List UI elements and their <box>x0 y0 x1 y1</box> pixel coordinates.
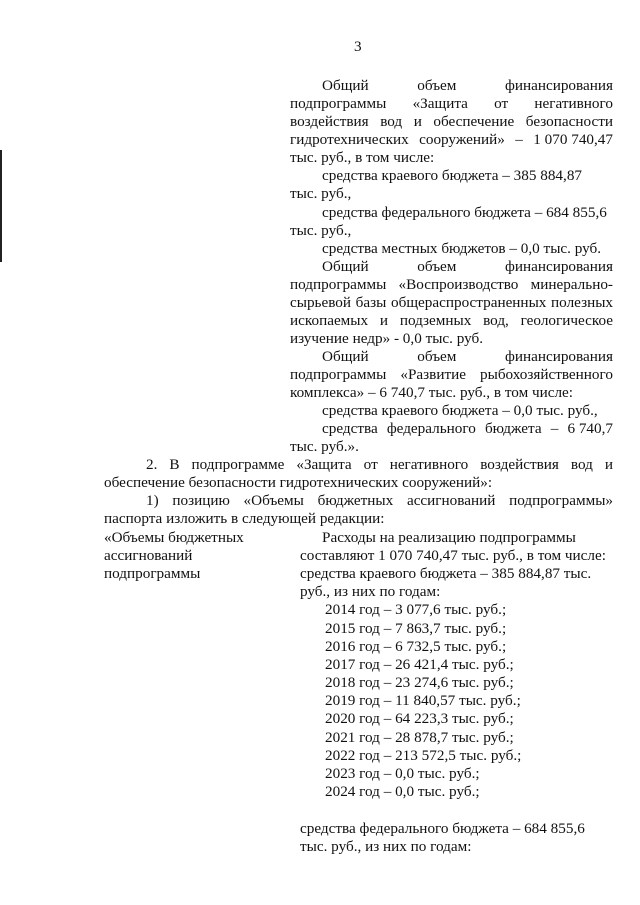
word: ассигнований <box>406 492 496 509</box>
table-right-line: Расходы на реализацию подпрограммы <box>322 529 576 546</box>
word: «Воспроизводство <box>398 276 519 293</box>
word: 2. <box>146 456 158 473</box>
word: негативного <box>389 456 469 473</box>
rc-line <box>290 95 613 113</box>
rc-line: изучение недр» - 0,0 тыс. руб. <box>290 330 484 347</box>
scan-edge-mark <box>0 150 2 262</box>
year-line: 2018 год – 23 274,6 тыс. руб.; <box>325 674 514 691</box>
word: от <box>494 95 509 112</box>
word: «Объемы <box>243 492 304 509</box>
rc-line: комплекса» – 6 740,7 тыс. руб., в том числе: <box>290 384 574 401</box>
word: подземных <box>399 312 472 329</box>
rc-line <box>322 348 613 366</box>
word: сырьевой <box>290 294 351 311</box>
year-line: 2016 год – 6 732,5 тыс. руб.; <box>325 638 507 655</box>
rc-line <box>290 294 613 312</box>
word: подпрограмме <box>191 456 285 473</box>
word: Общий <box>322 77 369 94</box>
year-line: 2019 год – 11 840,57 тыс. руб.; <box>325 692 521 709</box>
word: подпрограммы <box>290 95 387 112</box>
rc-line: тыс. руб., <box>290 185 352 202</box>
section2-line <box>146 492 613 510</box>
rc-line: средства местных бюджетов – 0,0 тыс. руб. <box>322 240 602 257</box>
table-right-line: средства федерального бюджета – 684 855,6 <box>300 820 585 837</box>
word: Общий <box>322 258 369 275</box>
word: «Развитие <box>400 366 466 383</box>
word: гидротехнических <box>290 131 409 148</box>
word: подпрограммы <box>290 366 387 383</box>
word: финансирования <box>505 77 613 94</box>
word: бюджета <box>484 420 542 437</box>
word: и <box>604 456 613 473</box>
rc-line <box>290 113 613 131</box>
rc-line <box>322 77 613 95</box>
year-line: 2022 год – 213 572,5 тыс. руб.; <box>325 747 522 764</box>
word: от <box>363 456 378 473</box>
word: подпрограммы <box>290 276 387 293</box>
rc-line <box>290 366 613 384</box>
word: объем <box>417 258 457 275</box>
table-right-line: руб., из них по годам: <box>300 583 441 600</box>
table-left-cell: ассигнований <box>104 547 193 564</box>
rc-line <box>290 312 613 330</box>
rc-line <box>322 258 613 276</box>
rc-line <box>290 276 613 294</box>
word: базы <box>355 294 387 311</box>
section2-line <box>146 456 613 474</box>
table-right-line: составляют 1 070 740,47 тыс. руб., в том числе: <box>300 547 606 564</box>
year-line: 2015 год – 7 863,7 тыс. руб.; <box>325 620 507 637</box>
word: подпрограммы» <box>509 492 613 509</box>
word: рыбохозяйственного <box>480 366 613 383</box>
word: сооружений» <box>419 131 505 148</box>
word: безопасности <box>525 113 613 130</box>
word: и <box>413 113 422 130</box>
word: вод, <box>483 312 509 329</box>
word: минерально- <box>530 276 613 293</box>
word: 1) <box>146 492 159 509</box>
word: общераспространенных <box>391 294 547 311</box>
word: средства <box>322 420 378 437</box>
rc-line <box>290 131 613 149</box>
word: финансирования <box>505 348 613 365</box>
rc-line: средства краевого бюджета – 385 884,87 <box>322 167 583 184</box>
word: и <box>379 312 389 329</box>
word: вод <box>380 113 403 130</box>
word: 1 070 740,47 <box>533 131 613 148</box>
word: обеспечение <box>433 113 515 130</box>
rc-line: тыс. руб., <box>290 222 352 239</box>
word: воздействия <box>480 456 559 473</box>
year-line: 2014 год – 3 077,6 тыс. руб.; <box>325 601 507 618</box>
section2-line: паспорта изложить в следующей редакции: <box>104 510 385 527</box>
word: негативного <box>534 95 613 112</box>
word: – <box>550 420 559 437</box>
table-right-line: тыс. руб., из них по годам: <box>300 838 472 855</box>
word: полезных <box>551 294 613 311</box>
rc-line: тыс. руб., в том числе: <box>290 149 435 166</box>
page-number: 3 <box>354 38 362 55</box>
word: геологическое <box>520 312 613 329</box>
word: 6 740,7 <box>567 420 613 437</box>
word: «Защита <box>296 456 352 473</box>
word: федерального <box>386 420 476 437</box>
word: бюджетных <box>317 492 394 509</box>
table-left-cell: подпрограммы <box>104 565 201 582</box>
word: позицию <box>172 492 230 509</box>
rc-line: средства федерального бюджета – 684 855,6 <box>322 204 607 221</box>
year-line: 2023 год – 0,0 тыс. руб.; <box>325 765 480 782</box>
word: ископаемых <box>290 312 369 329</box>
rc-line: тыс. руб.». <box>290 438 359 455</box>
word: «Защита <box>412 95 468 112</box>
section2-line: обеспечение безопасности гидротехнических сооружений»: <box>104 474 493 491</box>
word: финансирования <box>505 258 613 275</box>
year-line: 2024 год – 0,0 тыс. руб.; <box>325 783 480 800</box>
rc-line <box>322 420 613 438</box>
word: вод <box>570 456 593 473</box>
word: объем <box>417 77 457 94</box>
year-line: 2020 год – 64 223,3 тыс. руб.; <box>325 710 514 727</box>
word: В <box>169 456 180 473</box>
word: Общий <box>322 348 369 365</box>
word: объем <box>417 348 457 365</box>
word: – <box>515 131 523 148</box>
rc-line: средства краевого бюджета – 0,0 тыс. руб., <box>322 402 598 419</box>
table-left-cell: «Объемы бюджетных <box>104 529 244 546</box>
year-line: 2021 год – 28 878,7 тыс. руб.; <box>325 729 514 746</box>
word: воздействия <box>290 113 369 130</box>
table-right-line: средства краевого бюджета – 385 884,87 тыс. <box>300 565 592 582</box>
year-line: 2017 год – 26 421,4 тыс. руб.; <box>325 656 514 673</box>
